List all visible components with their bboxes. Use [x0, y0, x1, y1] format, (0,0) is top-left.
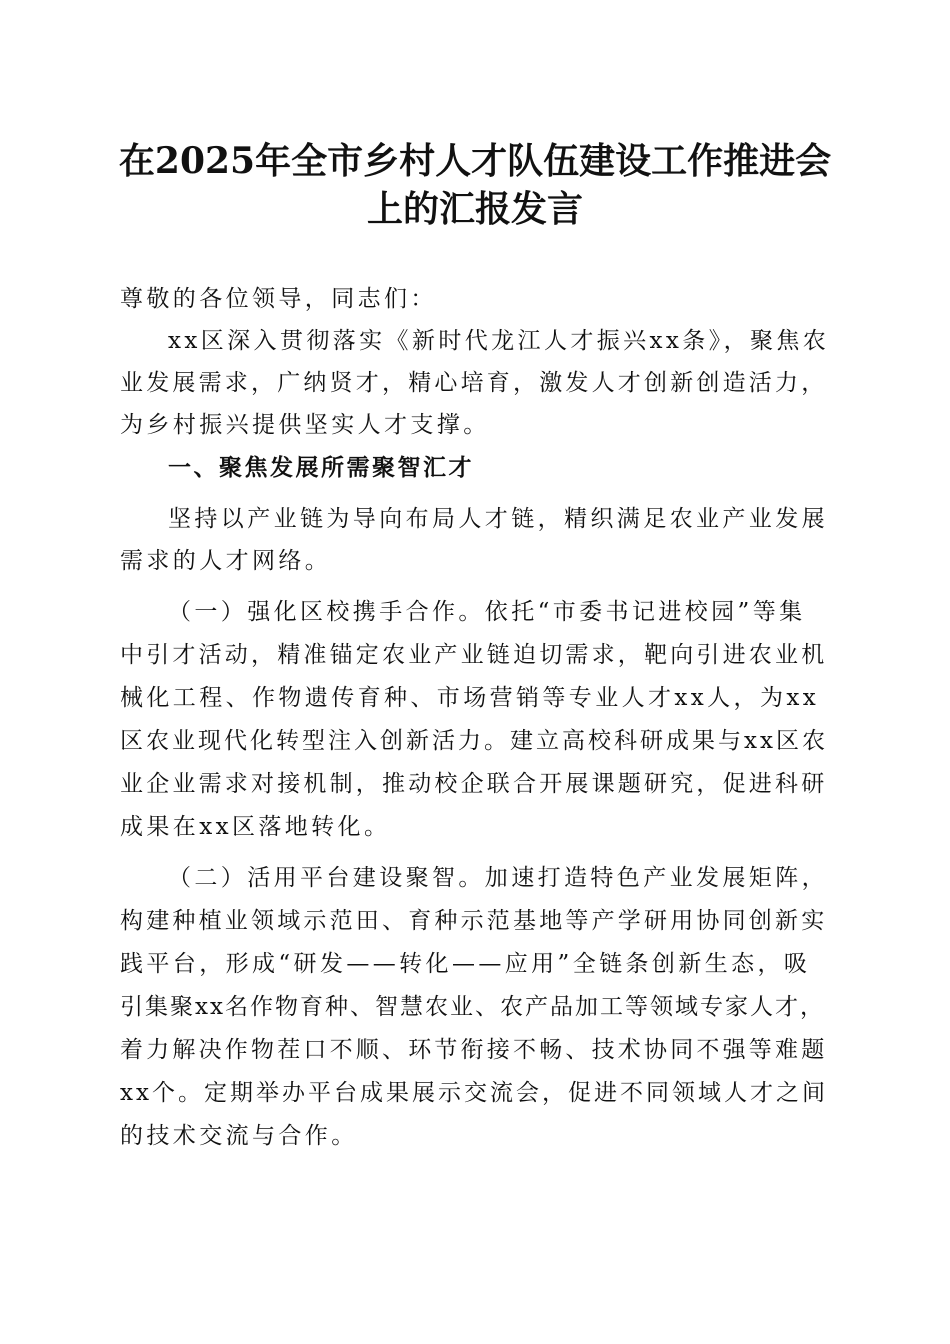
- paragraph-line: 业企业需求对接机制，推动校企联合开展课题研究，促进科研: [120, 771, 828, 797]
- paragraph-line: xx区深入贯彻落实《新时代龙江人才振兴xx条》，聚焦农: [168, 328, 830, 354]
- paragraph-line: 构建种植业领域示范田、育种示范基地等产学研用协同创新实: [120, 908, 828, 934]
- section-heading: 一、聚焦发展所需聚智汇才: [168, 455, 474, 481]
- paragraph-line: 中引才活动，精准锚定农业产业链迫切需求，靶向引进农业机: [120, 642, 828, 668]
- paragraph-line: 区农业现代化转型注入创新活力。建立高校科研成果与xx区农: [120, 728, 828, 754]
- paragraph-line: （一）强化区校携手合作。依托“市委书记进校园”等集: [168, 599, 806, 625]
- paragraph-line: （二）活用平台建设聚智。加速打造特色产业发展矩阵，: [168, 865, 828, 891]
- paragraph-line: 需求的人才网络。: [120, 548, 332, 574]
- paragraph-line: 践平台，形成“研发——转化——应用”全链条创新生态，吸: [120, 951, 811, 977]
- document-title-line-1: 在2025年全市乡村人才队伍建设工作推进会: [118, 140, 832, 182]
- paragraph-line: 业发展需求，广纳贤才，精心培育，激发人才创新创造活力，: [120, 370, 828, 396]
- paragraph-line: 着力解决作物茬口不顺、环节衔接不畅、技术协同不强等难题: [120, 1037, 828, 1063]
- paragraph-line: 的技术交流与合作。: [120, 1123, 358, 1149]
- salutation: 尊敬的各位领导，同志们：: [120, 286, 437, 312]
- paragraph-line: 为乡村振兴提供坚实人才支撑。: [120, 412, 490, 438]
- document-title-line-2: 上的汇报发言: [366, 188, 583, 230]
- paragraph-line: 成果在xx区落地转化。: [120, 814, 391, 840]
- paragraph-line: 引集聚xx名作物育种、智慧农业、农产品加工等领域专家人才，: [120, 994, 825, 1020]
- paragraph-line: xx个。定期举办平台成果展示交流会，促进不同领域人才之间: [120, 1080, 828, 1106]
- paragraph-line: 械化工程、作物遗传育种、市场营销等专业人才xx人，为xx: [120, 685, 820, 711]
- paragraph-line: 坚持以产业链为导向布局人才链，精织满足农业产业发展: [168, 506, 828, 532]
